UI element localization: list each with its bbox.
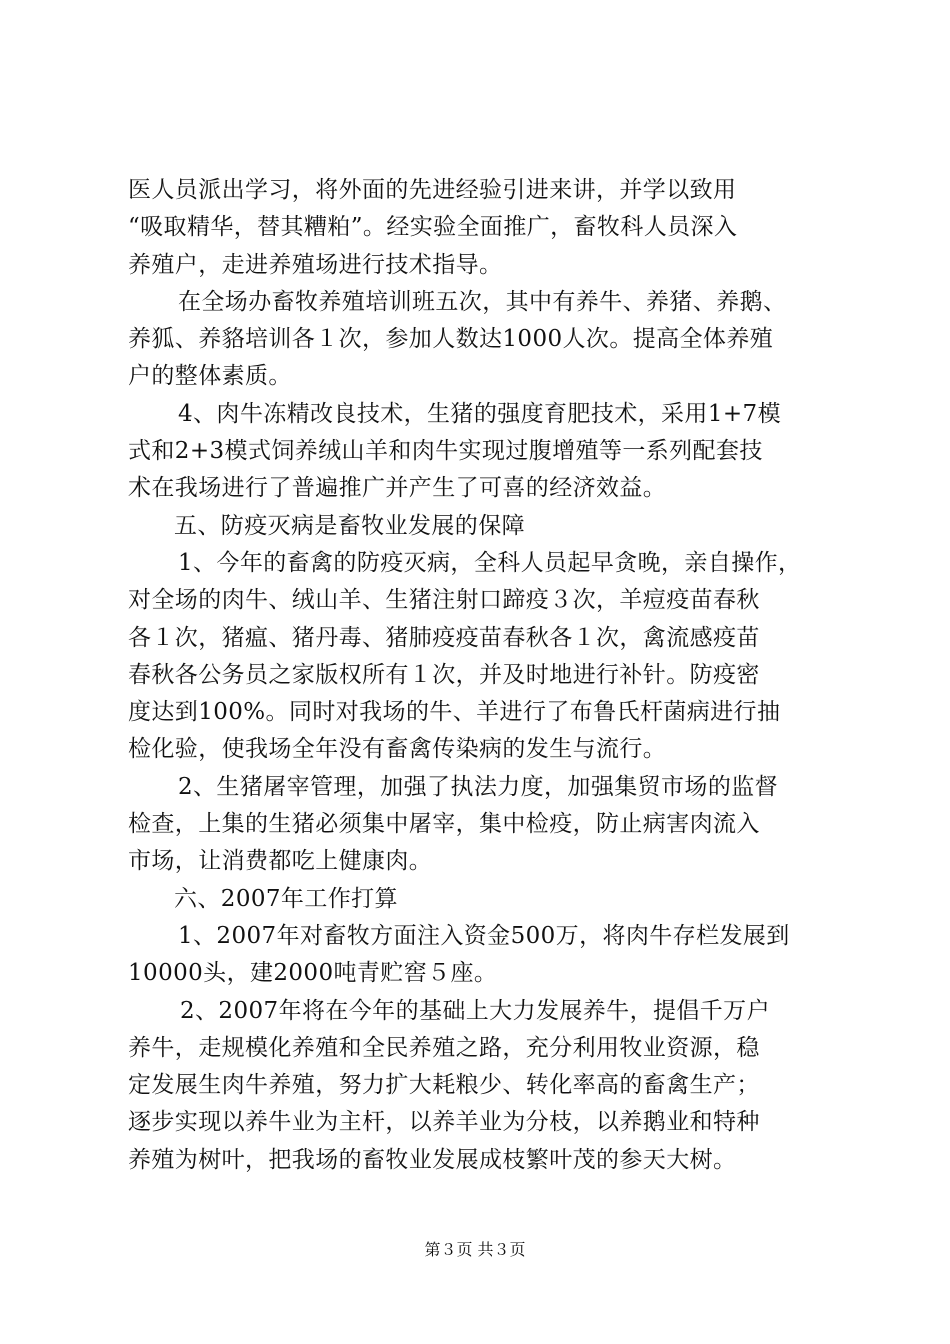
text-line: 式和2+3模式饲养绒山羊和肉牛实现过腹增殖等一系列配套技 [128,438,763,465]
paragraph-start-line: 2、生猪屠宰管理，加强了执法力度，加强集贸市场的监督 [178,773,779,800]
text-line: 逐步实现以养牛业为主杆，以养羊业为分枝，以养鹅业和特种 [128,1109,760,1136]
text-line: 养殖为树叶，把我场的畜牧业发展成枝繁叶茂的参天大树。 [128,1146,737,1173]
paragraph-start-line: 2、2007年将在今年的基础上大力发展养牛，提倡千万户 [180,997,770,1024]
paragraph-start-line: 在全场办畜牧养殖培训班五次，其中有养牛、养猪、养鹅、 [178,288,787,315]
text-line: 市场，让消费都吃上健康肉。 [128,848,433,875]
text-line: 度达到100%。同时对我场的牛、羊进行了布鲁氏杆菌病进行抽 [128,699,781,726]
text-line: 医人员派出学习，将外面的先进经验引进来讲，并学以致用 [128,177,737,203]
text-line: 10000头，建2000吨青贮窖５座。 [128,960,498,987]
text-line: 定发展生肉牛养殖，努力扩大耗粮少、转化率高的畜禽生产； [128,1072,760,1099]
text-line: 养殖户，走进养殖场进行技术指导。 [128,251,503,278]
text-line: “吸取精华，替其糟粕”。经实验全面推广，畜牧科人员深入 [128,214,738,241]
document-body [128,172,828,1179]
text-line: 检查，上集的生猪必须集中屠宰，集中检疫，防止病害肉流入 [128,811,760,838]
text-line: 对全场的肉牛、绒山羊、生猪注射口蹄疫３次，羊痘疫苗春秋 [128,587,760,614]
page-footer: 第３页 共３页 [424,1240,526,1259]
text-line: 户的整体素质。 [128,363,292,390]
paragraph-start-line: 1、2007年对畜牧方面注入资金500万，将肉牛存栏发展到 [178,922,790,949]
section-heading: 五、防疫灭病是畜牧业发展的保障 [174,512,525,539]
text-line: 养牛，走规模化养殖和全民养殖之路，充分利用牧业资源，稳 [128,1034,760,1061]
text-line: 养狐、养貉培训各１次，参加人数达1000人次。提高全体养殖 [128,326,774,353]
text-line: 术在我场进行了普遍推广并产生了可喜的经济效益。 [128,475,667,502]
paragraph-start-line: 4、肉牛冻精改良技术，生猪的强度育肥技术，采用1+7模 [178,400,781,427]
paragraph-start-line: 1、今年的畜禽的防疫灭病，全科人员起早贪晚，亲自操作， [178,549,802,576]
text-line: 各１次，猪瘟、猪丹毒、猪肺疫疫苗春秋各１次，禽流感疫苗 [128,624,760,651]
text-line: 春秋各公务员之家版权所有１次，并及时地进行补针。防疫密 [128,661,760,688]
text-line: 检化验，使我场全年没有畜禽传染病的发生与流行。 [128,736,667,763]
section-heading: 六、2007年工作打算 [174,885,398,912]
